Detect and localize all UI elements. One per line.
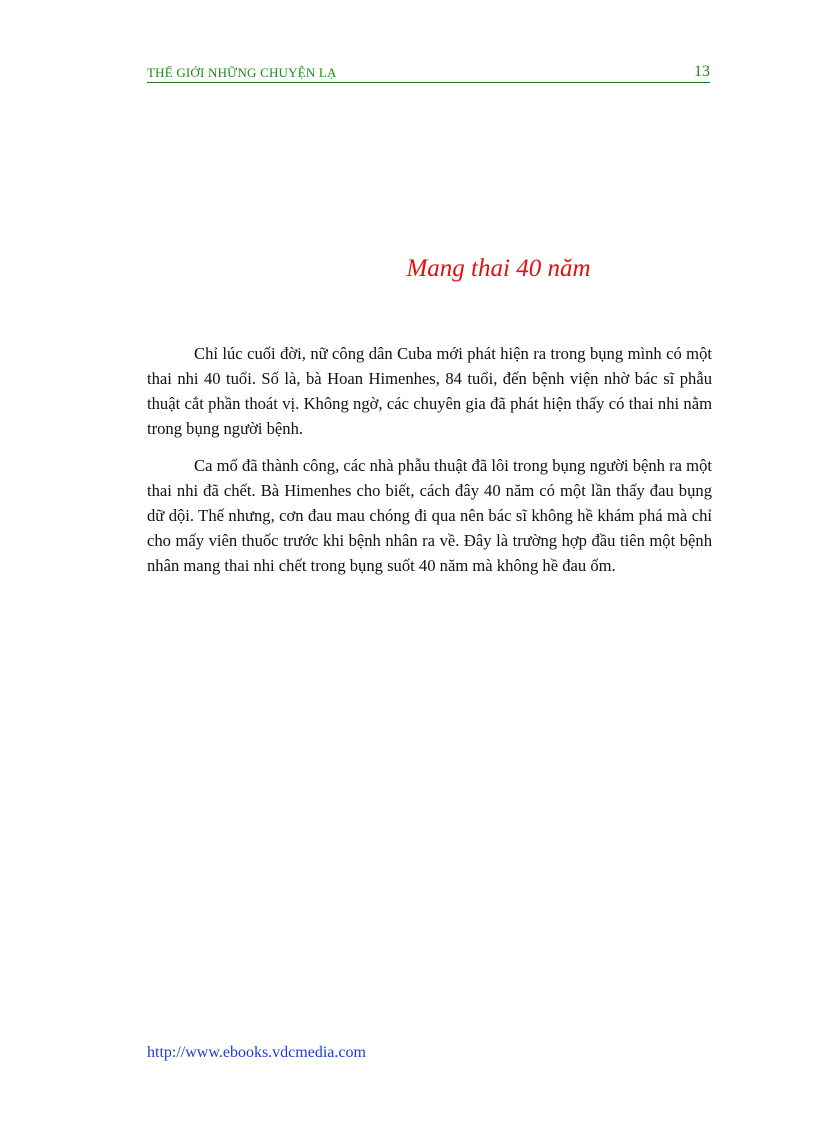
page-number: 13: [694, 63, 710, 80]
article-title: Mang thai 40 năm: [406, 255, 591, 282]
running-header: [147, 60, 710, 83]
paragraph: Ca mổ đã thành công, các nhà phẫu thuật đã lôi trong bụng người bệnh ra một thai nhi đã chết. Bà Himenhes cho biết, cách đây 40 năm có một lần thấy đau bụng dữ dội. Thế nhưng, cơn đau mau chóng đi qua nên bác sĩ không hề khám phá mà chỉ cho mấy viên thuốc trước khi bệnh nhân ra về. Đây là trường hợp đầu tiên một bệnh nhân mang thai nhi chết trong bụng suốt 40 năm mà không hề đau ốm.: [147, 456, 712, 575]
paragraph: Chỉ lúc cuối đời, nữ công dân Cuba mới phát hiện ra trong bụng mình có một thai nhi 40 tuổi. Số là, bà Hoan Himenhes, 84 tuổi, đến bệnh viện nhờ bác sĩ phẫu thuật cắt phần thoát vị. Không ngờ, các chuyên gia đã phát hiện thấy có thai nhi nằm trong bụng người bệnh.: [147, 344, 712, 438]
header-title: THẾ GIỚI NHỮNG CHUYỆN LẠ: [147, 65, 337, 80]
footer-url-link[interactable]: http://www.ebooks.vdcmedia.com: [147, 1044, 366, 1061]
article-body: [147, 341, 712, 590]
